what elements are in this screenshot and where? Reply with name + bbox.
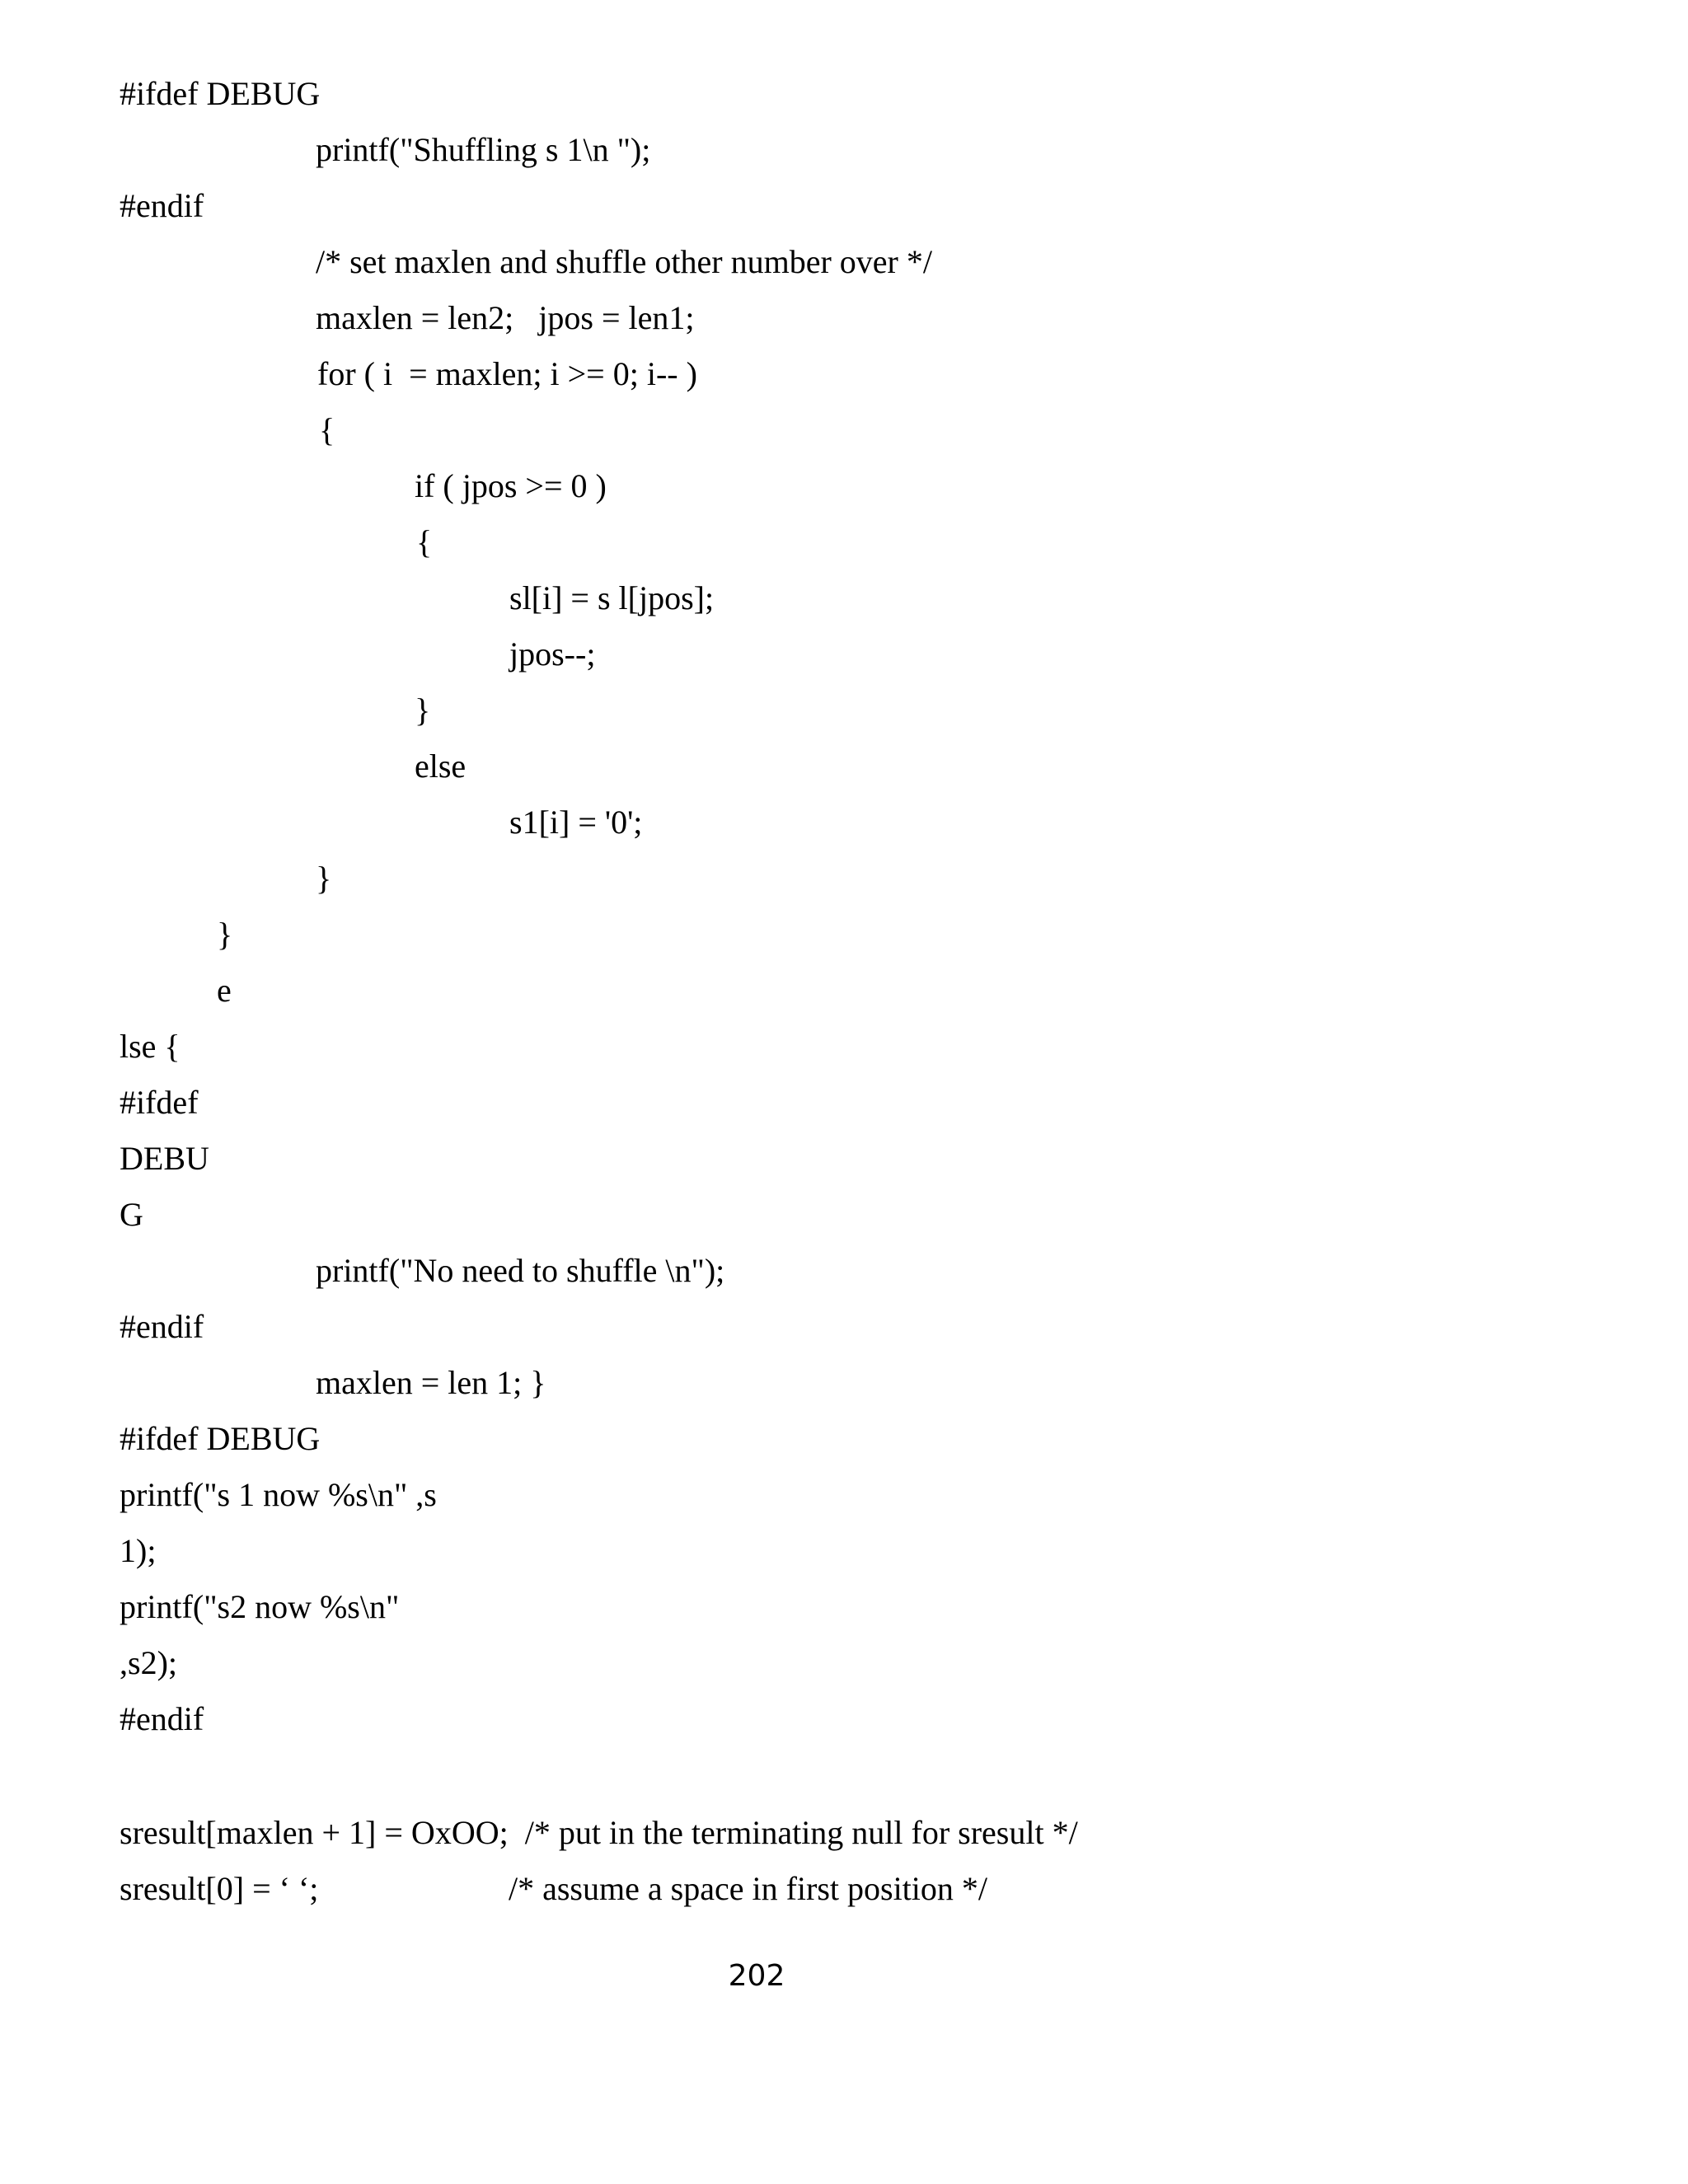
code-line: sl[i] = s l[jpos]; xyxy=(509,579,715,616)
code-line: } xyxy=(415,691,431,729)
code-line: G xyxy=(120,1196,143,1233)
code-line: jpos--; xyxy=(509,635,596,673)
code-line: lse { xyxy=(120,1028,181,1065)
code-line: 1); xyxy=(120,1532,157,1569)
code-line: maxlen = len2; jpos = len1; xyxy=(316,299,695,336)
code-line: DEBU xyxy=(120,1140,209,1177)
code-line: for ( i = maxlen; i >= 0; i-- ) xyxy=(317,355,697,392)
code-line: { xyxy=(416,523,433,560)
code-line: #endif xyxy=(120,1308,204,1345)
code-line: #ifdef DEBUG xyxy=(120,1420,321,1457)
code-line: { xyxy=(319,411,335,448)
code-line: } xyxy=(316,860,332,897)
code-line: #endif xyxy=(120,1700,204,1737)
code-line: else xyxy=(415,748,467,785)
code-line: sresult[maxlen + 1] = OxOO; /* put in the terminating null for sresult */ xyxy=(120,1814,1078,1851)
code-line: sresult[0] = ‘ ‘; xyxy=(120,1870,319,1907)
page-number: 202 xyxy=(728,1959,785,1993)
code-line: printf("No need to shuffle \n"); xyxy=(316,1252,725,1289)
code-comment: /* assume a space in first position */ xyxy=(509,1870,988,1907)
code-line: printf("s2 now %s\n" xyxy=(120,1588,400,1625)
code-line: printf("Shuffling s 1\n "); xyxy=(316,131,651,168)
code-line: maxlen = len 1; } xyxy=(316,1364,546,1401)
code-line: #ifdef xyxy=(120,1084,199,1121)
code-line: ,s2); xyxy=(120,1644,177,1681)
code-line: #endif xyxy=(120,187,204,224)
code-line: if ( jpos >= 0 ) xyxy=(415,467,607,504)
code-line: #ifdef DEBUG xyxy=(120,75,321,112)
code-line: } xyxy=(217,916,233,953)
code-line: e xyxy=(217,972,232,1009)
code-line: s1[i] = '0'; xyxy=(509,804,643,841)
code-line: /* set maxlen and shuffle other number over */ xyxy=(316,243,932,280)
code-line: printf("s 1 now %s\n" ,s xyxy=(120,1476,437,1513)
